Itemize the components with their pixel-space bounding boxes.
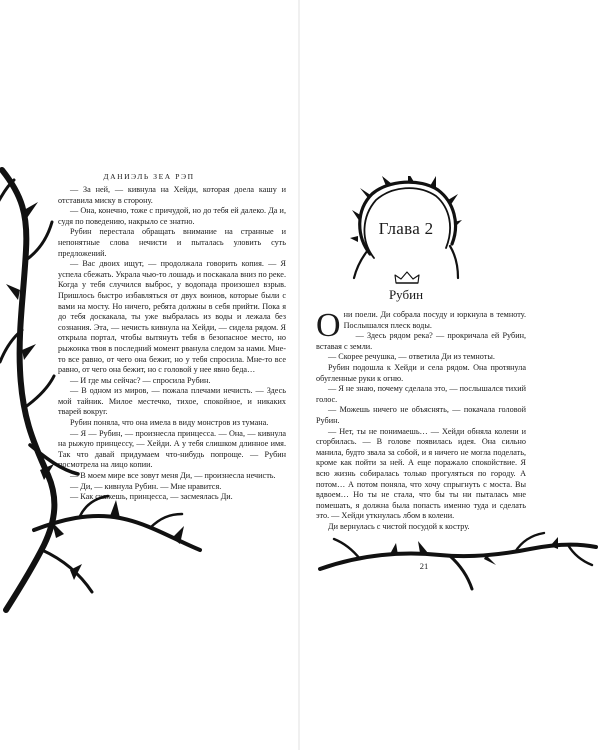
paragraph: — Скорее речушка, — ответила Ди из темноты. [328, 352, 495, 362]
chapter-subtitle: Рубин [388, 287, 424, 302]
first-paragraph-text: ни поели. Ди собрала посуду и юркнула в темноту. Послышался плеск воды. [343, 310, 526, 330]
drop-cap: О [316, 307, 341, 344]
paragraph: Рубин подошла к Хейди и села рядом. Она протянула обугленные руки к огню. [316, 362, 526, 383]
paragraph: — Я не знаю, почему сделала это, — послышался тихий голос. [316, 384, 526, 404]
right-paragraphs [316, 331, 526, 532]
paragraph: — Нет, ты не понимаешь… — Хейди обняла колени и сгорбилась. — В голове появилась идея. Она сильно манила, будто звала за собой, и я ничего не могла поделать, кроме как пойти за ней. А еще поражало спокойствие. Я всю жизнь собиралась только прогуляться по городу. А потом… А потом поняла, что хочу спрыгнуть с моста. Вы вдвоем… Но ты не стала, что бы ты ни пыталась мне помешать, я должна была попасть именно туда и сделать это. — Хейди уткнулась лбом в колени. [316, 426, 526, 521]
page-number: 21 [419, 561, 429, 571]
paragraph: — Я — Рубин, — произнесла принцесса. — Она, — кивнула на рыжую принцессу, — Хейди. А у тебя слишком длинное имя. Так что давай придумаем что-нибудь попроще. — Рубин посмотрела на лицо копии. [58, 428, 286, 470]
running-header: ДАНИЭЛЬ ЗЕА РЭП [103, 172, 195, 181]
paragraph: Рубин перестала обращать внимание на странные и непонятные слова нечисти и пыталась уловить суть предложений. [58, 227, 286, 258]
crown-icon [393, 271, 421, 285]
paragraph: — Она, конечно, тоже с причудой, но до тебя ей далеко. Да и, судя по поведению, накрыло се знатно. [58, 206, 286, 226]
thorn-vine-left-icon [0, 140, 220, 615]
paragraph: — Как скажешь, принцесса, — засмеялась Ди. [70, 492, 233, 502]
paragraph: Ди вернулась с чистой посудой к костру. [328, 521, 470, 531]
chapter-title: Глава 2 [378, 219, 434, 238]
paragraph: — В одном из миров, — пожала плечами нечисть. — Здесь мой тайник. Милое местечко, тихое, спокойное, и никаких тварей вокруг. [58, 386, 286, 417]
paragraph: — В моем мире все зовут меня Ди, — произнесла нечисть. [70, 471, 276, 481]
paragraph: — За ней, — кивнула на Хейди, которая доела кашу и отставила миску в сторону. [58, 185, 286, 205]
paragraph: — Здесь рядом река? — прокричала ей Рубин, вставая с земли. [316, 331, 526, 351]
paragraph: — Ди, — кивнула Рубин. — Мне нравится. [70, 481, 222, 491]
thorn-branch-bottom-icon [300, 525, 600, 605]
paragraph: — Можешь ничего не объяснять, — покачала головой Рубин. [316, 405, 526, 425]
paragraph: — Вас двоих ищут, — продолжала говорить копия. — Я успела сбежать. Украла чью-то лошадь и поскакала вниз по реке. Когда у тебя случился выброс, у водопада произошел взрыв. Пришлось быстро избавляться от двух воинов, которые были с вами на мосту. Но ничего, ребята должны в себя прийти. Пока я до тебя доскакала, ты уже выбралась из воды и лежала без сознания. Эта, — нечисть кивнула на Хейди, — сидела рядом. Я открыла портал, чтобы вытянуть тебя в безопасное место, но рыжонка твоя в последний момент рванула следом за нами. Мне-то все равно, от чего она бежит, но у тебя спросила. Мне-то все равно, от чего она бежит, но с головой у нее явно беда… [58, 259, 286, 375]
paragraph: — И где мы сейчас? — спросила Рубин. [70, 375, 211, 385]
right-page-text [316, 307, 526, 532]
paragraph: Рубин поняла, что она имела в виду монстров из тумана. [70, 418, 269, 428]
